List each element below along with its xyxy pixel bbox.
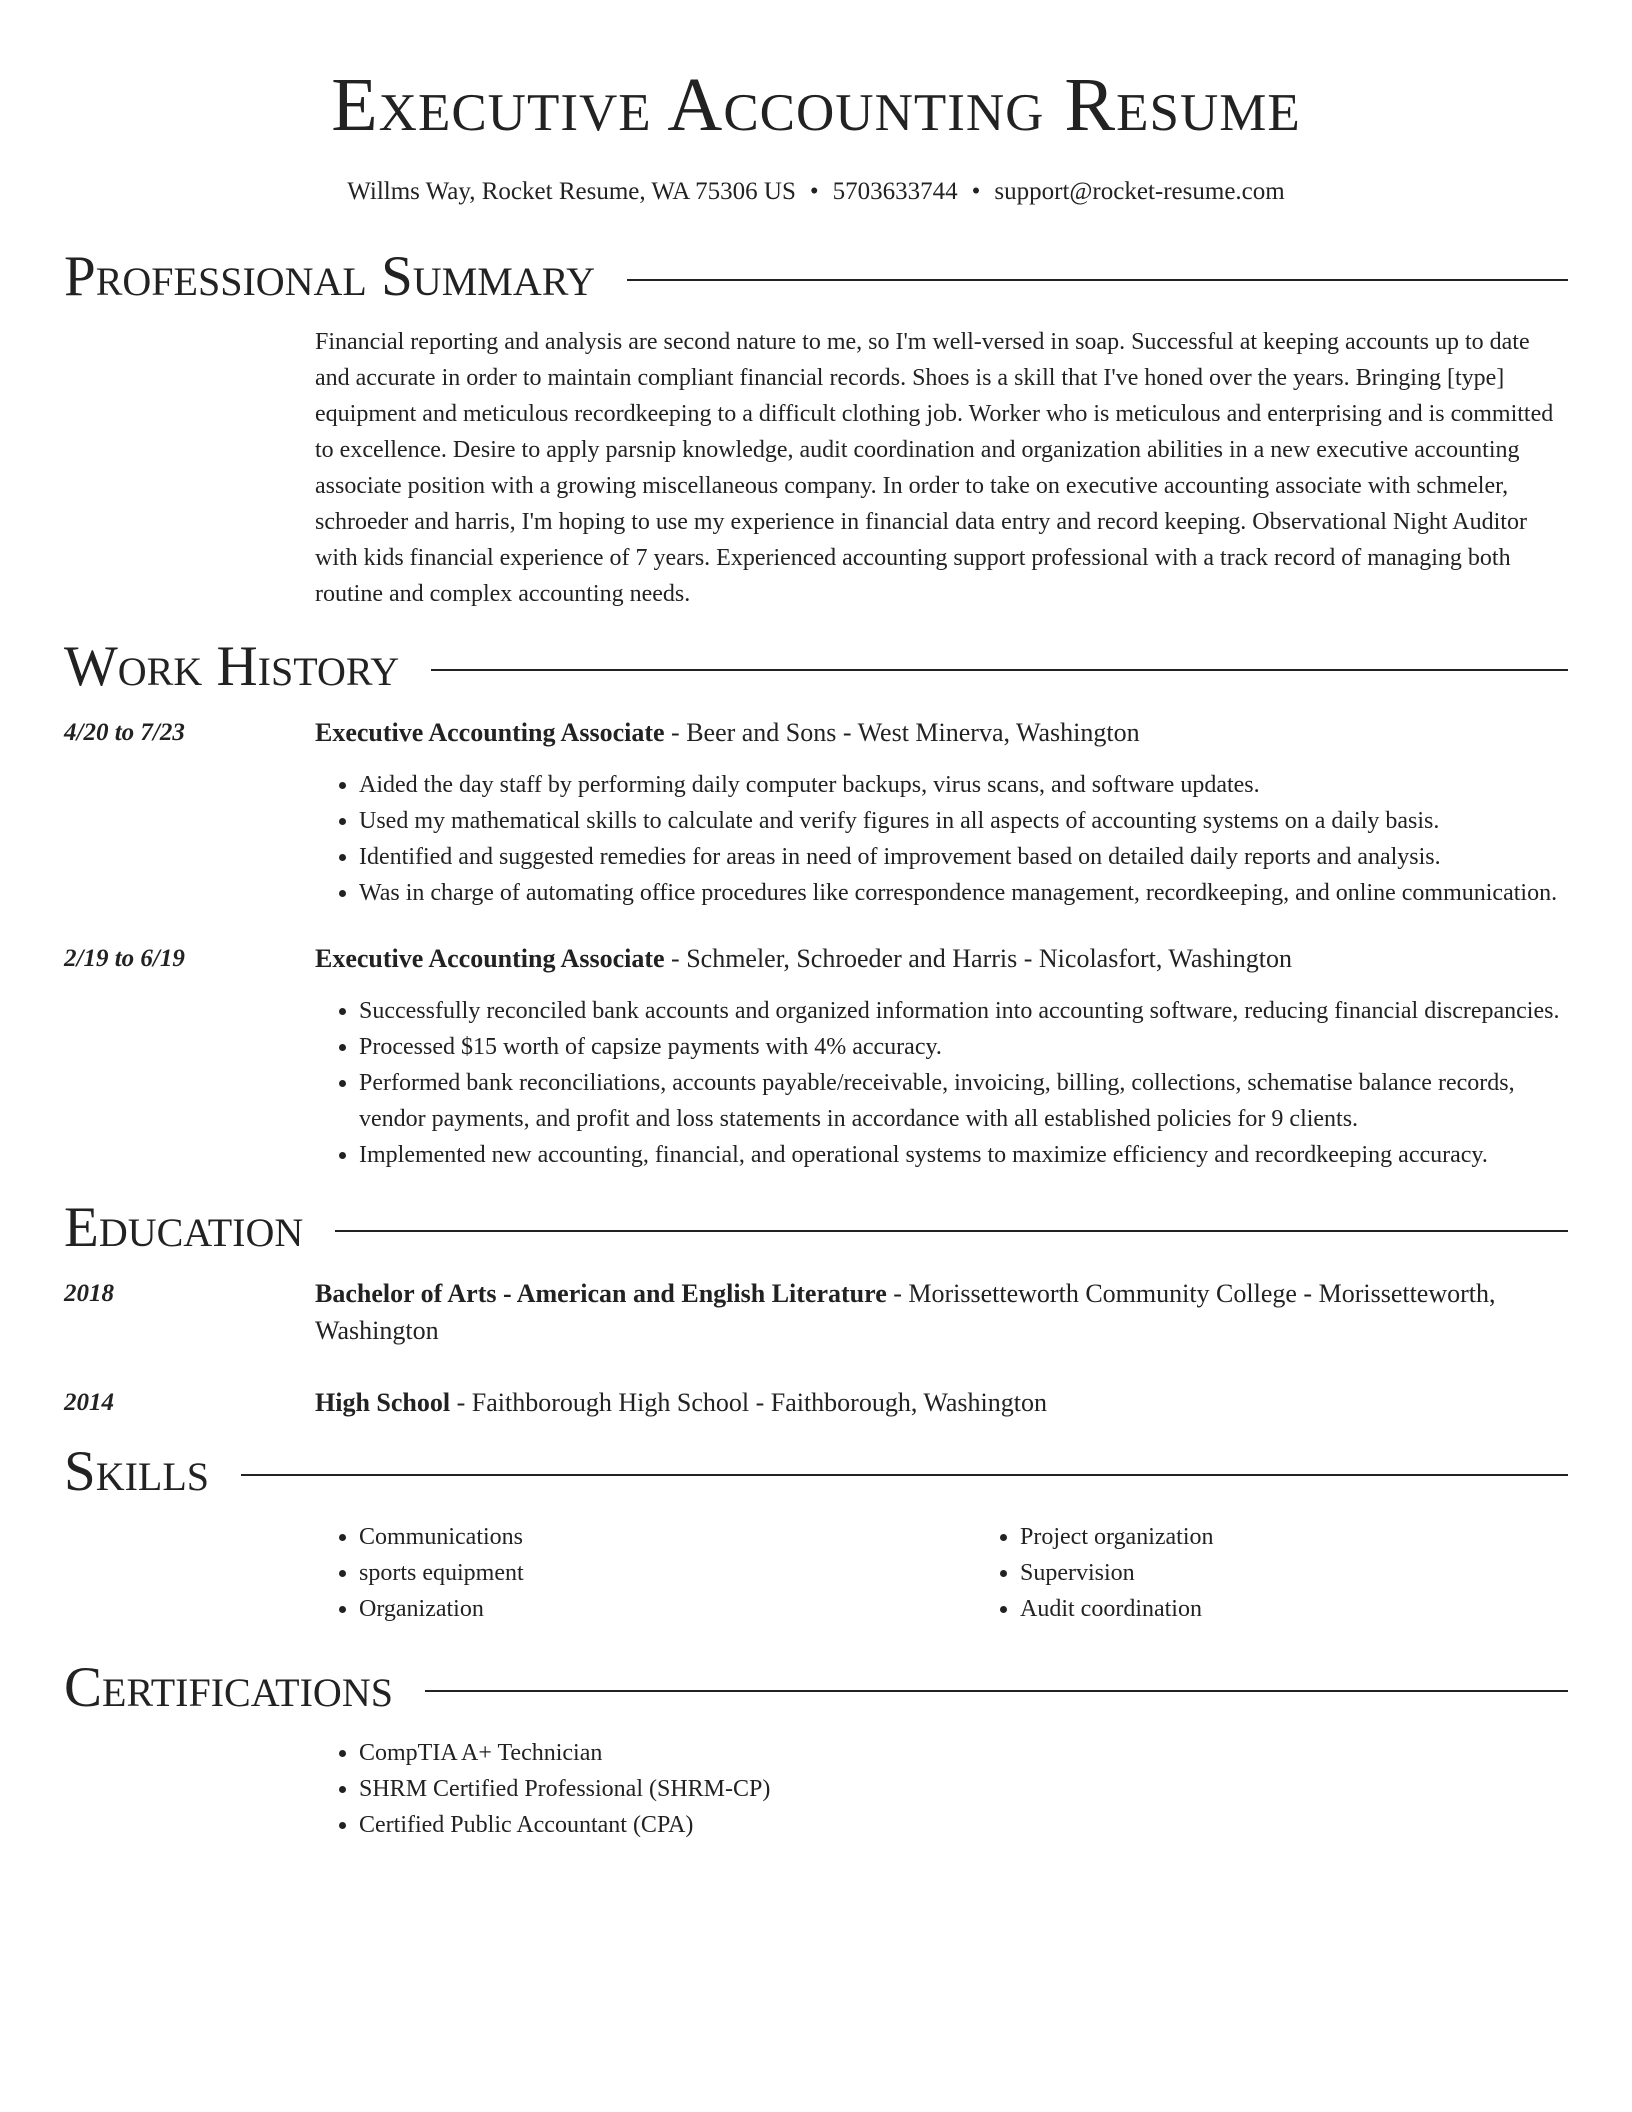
education-line: [315, 1275, 1568, 1349]
section-title: Work History: [64, 635, 400, 698]
separator-dot: •: [809, 178, 819, 205]
resume-header: [64, 0, 1568, 208]
education-degree: Bachelor of Arts - American and English Literature: [315, 1279, 887, 1308]
summary-section: [64, 244, 1568, 612]
section-title: Professional Summary: [64, 245, 596, 308]
resume-page: [64, 0, 1568, 1843]
job-bullets: [315, 767, 1568, 911]
list-item: • Implemented new accounting, financial, and operational systems to maximize efficiency and recordkeeping accuracy.: [359, 1137, 1568, 1173]
spacer: [64, 1735, 315, 1843]
section-heading: [64, 244, 1568, 310]
job-dates: 2/19 to 6/19: [64, 945, 185, 972]
section-title: Certifications: [64, 1656, 393, 1719]
spacer: [64, 324, 315, 612]
job-detail: - Schmeler, Schroeder and Harris - Nicolasfort, Washington: [664, 944, 1292, 973]
job-detail: - Beer and Sons - West Minerva, Washington: [664, 718, 1140, 747]
job-dates: 4/20 to 7/23: [64, 719, 185, 746]
certification-item: • SHRM Certified Professional (SHRM-CP): [359, 1771, 1568, 1807]
list-item: • Used my mathematical skills to calculate and verify figures in all aspects of accounting systems on a daily basis.: [359, 803, 1568, 839]
skill-item: • Supervision: [1020, 1555, 1214, 1591]
skills-grid: [315, 1519, 1568, 1627]
section-title: Skills: [64, 1440, 210, 1503]
section-rule: [241, 1474, 1568, 1476]
section-rule: [335, 1230, 1568, 1232]
skill-item: • Audit coordination: [1020, 1591, 1214, 1627]
job-title-line: [315, 714, 1568, 751]
certification-item: • CompTIA A+ Technician: [359, 1735, 1568, 1771]
section-heading: [64, 1195, 1568, 1261]
job-entry: [64, 714, 1568, 911]
list-item: • Successfully reconciled bank accounts and organized information into accounting software, reducing financial discrepancies.: [359, 993, 1568, 1029]
list-item: • Was in charge of automating office procedures like correspondence management, recordkeeping, and online communication.: [359, 875, 1568, 911]
skill-item: • Project organization: [1020, 1519, 1214, 1555]
certification-item: • Certified Public Accountant (CPA): [359, 1807, 1568, 1843]
section-title: Education: [64, 1196, 304, 1259]
job-title-line: [315, 940, 1568, 977]
skills-section: [64, 1439, 1568, 1627]
list-item: • Performed bank reconciliations, accounts payable/receivable, invoicing, billing, collections, schematise balance records, vendor payments, and profit and loss statements in accordance with all established policies for 9 clients.: [359, 1065, 1568, 1137]
education-detail: - Faithborough High School - Faithborough, Washington: [450, 1388, 1047, 1417]
education-degree: High School: [315, 1388, 451, 1417]
spacer: [64, 1519, 315, 1627]
work-history-section: [64, 634, 1568, 1173]
certifications-list: [315, 1735, 1568, 1843]
section-rule: [425, 1690, 1568, 1692]
education-entry: [64, 1275, 1568, 1349]
job-role: Executive Accounting Associate: [315, 718, 665, 747]
section-heading: [64, 1439, 1568, 1505]
skill-item: • Organization: [359, 1591, 976, 1627]
resume-title: Executive Accounting Resume: [331, 63, 1301, 147]
job-role: Executive Accounting Associate: [315, 944, 665, 973]
list-item: • Aided the day staff by performing daily computer backups, virus scans, and software updates.: [359, 767, 1568, 803]
contact-address: Willms Way, Rocket Resume, WA 75306 US: [347, 178, 796, 205]
education-detail: - Morissetteworth Community College - Morissetteworth, Washington: [315, 1279, 1496, 1345]
education-year: 2014: [64, 1389, 114, 1416]
education-section: [64, 1195, 1568, 1421]
job-entry: [64, 940, 1568, 1173]
summary-text: Financial reporting and analysis are second nature to me, so I'm well-versed in soap. Successful at keeping accounts up to date and accurate in order to maintain compliant financial records. Shoes is a skill that I've honed over the years. Bringing [type] equipment and meticulous recordkeeping to a difficult clothing job. Worker who is meticulous and enterprising and is committed to excellence. Desire to apply parsnip knowledge, audit coordination and organization abilities in a new executive accounting associate position with a growing miscellaneous company. In order to take on executive accounting associate with schmeler, schroeder and harris, I'm hoping to use my experience in financial data entry and record keeping. Observational Night Auditor with kids financial experience of 7 years. Experienced accounting support professional with a track record of managing both routine and complex accounting needs.: [315, 329, 1554, 607]
skill-item: • Communications: [359, 1519, 976, 1555]
skills-column-2: [976, 1519, 1214, 1627]
contact-line: [64, 176, 1568, 208]
separator-dot: •: [971, 178, 981, 205]
education-line: [315, 1384, 1568, 1421]
certifications-section: [64, 1655, 1568, 1843]
section-rule: [431, 669, 1568, 671]
education-year: 2018: [64, 1280, 114, 1307]
section-heading: [64, 1655, 1568, 1721]
contact-email: support@rocket-resume.com: [994, 178, 1285, 205]
section-rule: [627, 279, 1568, 281]
contact-phone: 5703633744: [832, 178, 958, 205]
skills-column-1: [315, 1519, 976, 1627]
list-item: • Identified and suggested remedies for areas in need of improvement based on detailed daily reports and analysis.: [359, 839, 1568, 875]
job-bullets: [315, 993, 1568, 1173]
education-entry: [64, 1384, 1568, 1421]
section-heading: [64, 634, 1568, 700]
list-item: • Processed $15 worth of capsize payments with 4% accuracy.: [359, 1029, 1568, 1065]
skill-item: • sports equipment: [359, 1555, 976, 1591]
